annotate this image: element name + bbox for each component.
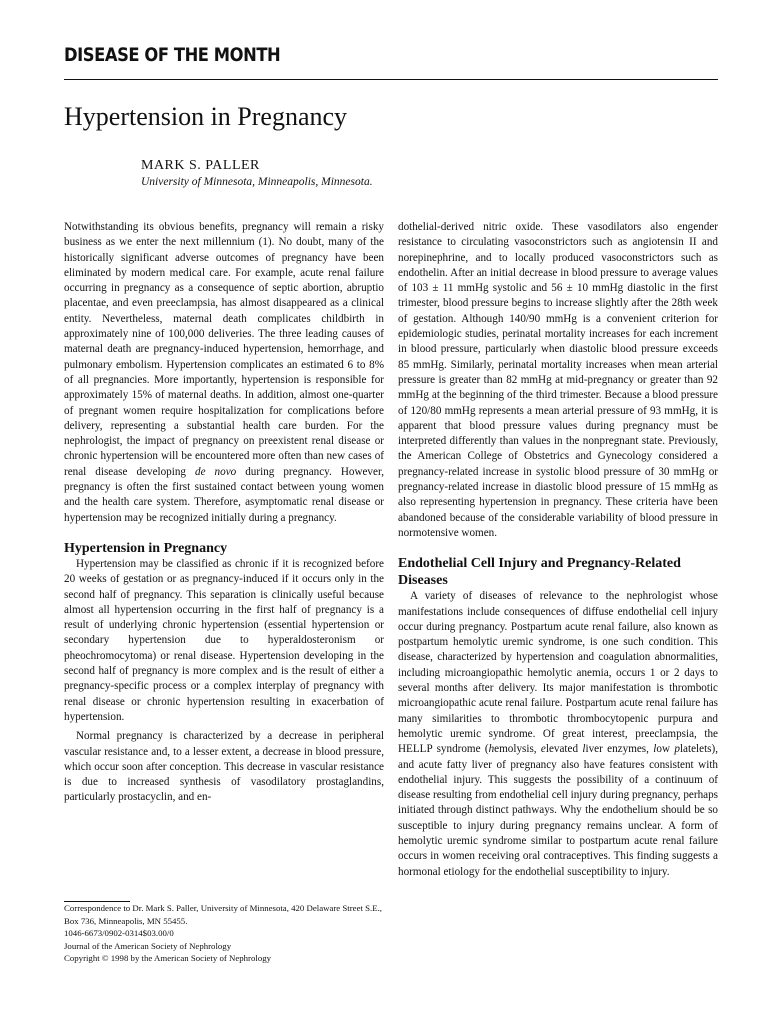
hellp-p: p	[674, 743, 680, 756]
left-column	[64, 220, 384, 806]
right-column	[398, 220, 718, 880]
correspondence-note: Correspondence to Dr. Mark S. Paller, University of Minnesota, 420 Delaware Street S.E., Box 736, Minneapolis, MN 55455.	[64, 903, 382, 926]
intro-text-a: Notwithstanding its obvious benefits, pregnancy will remain a risky business as we enter the next millennium (1). No doubt, many of the historically significant adverse outcomes of pregnancy have been eliminated by modern medical care. For example, acute renal failure occurring in pregnancy as a consequence of septic abortion, abruptio placentae, and even preeclampsia, has almost disappeared as a clinical entity. Nevertheless, maternal death complicates childbirth in approximately nine of 100,000 deliveries. The three leading causes of maternal death are pregnancy-induced hypertension, hemorrhage, and pulmonary embolism. Hypertension complicates an estimated 6 to 8% of all pregnancies. More importantly, hypertension is responsible for approximately 15% of maternal deaths. In addition, almost one-quarter of pregnant women require hospitalization for complications before delivery, representing a substantial health care burden. For the nephrologist, the impact of pregnancy on preexistent renal disease or chronic hypertension will be encountered more often than new cases of renal disease developing	[64, 221, 384, 478]
hellp-l2: l	[653, 743, 657, 756]
copyright-note: Copyright © 1998 by the American Society of Nephrology	[64, 953, 272, 964]
hellp-levated: levated	[545, 743, 583, 756]
hellp-emolysis: emolysis,	[494, 743, 541, 756]
hellp-e: e	[540, 743, 546, 756]
article-code: 1046-6673/0902-0314$03.00/0	[64, 928, 174, 939]
intro-emphasis: de novo	[195, 465, 237, 478]
section-label: DISEASE OF THE MONTH	[64, 44, 281, 66]
intro-paragraph	[64, 220, 384, 526]
author-name: MARK S. PALLER	[141, 158, 260, 173]
endothelial-text-a: A variety of diseases of relevance to the nephrologist whose manifestations include consequences of diffuse endothelial cell injury occur during pregnancy. Postpartum acute renal failure, also known as postpartum hemolytic uremic syndrome, is one such condition. This disease, characterized by hypertension and coagulation abnormalities, including microangiopathic hemolytic anemia, occurs 1 or 2 days to several months after delivery. Its major manifestation is thrombotic microangiopathic acute renal failure. Postpartum acute renal failure has many similarities to thrombotic thrombocytopenic purpura and hemolytic uremic syndrome. Of great interest, preeclampsia, the HELLP syndrome (	[398, 590, 718, 756]
endothelial-paragraph	[398, 589, 718, 880]
hellp-l1: l	[582, 743, 586, 756]
normal-pregnancy-paragraph: Normal pregnancy is characterized by a decrease in peripheral vascular resistance and, to a lesser extent, a decrease in blood pressure, which occur soon after conception. This decrease in vascular resistance is due to increased synthesis of vasodilatory prostaglandins, particularly prostacyclin, and en-	[64, 730, 384, 804]
endothelial-text-b: latelets), and acute fatty liver of pregnancy also have features consistent with endothelial injury. This suggests the possibility of a continuum of disease resulting from endothelial cell injury during pregnancy, perhaps initiated through distinct pathways. Why the endothelium should be so susceptible to injury during pregnancy remains unclear. A form of hemolytic uremic syndrome similar to postpartum acute renal failure occurs in women receiving oral contraceptives. This finding suggests a hormonal etiology for the endothelial susceptibility to injury.	[398, 743, 718, 878]
section-heading-endothelial: Endothelial Cell Injury and Pregnancy-Related Diseases	[398, 556, 681, 589]
hellp-iver: iver enzymes,	[585, 743, 654, 756]
classification-paragraph: Hypertension may be classified as chronic if it is recognized before 20 weeks of gestation or as pregnancy-induced if it occurs only in the second half of pregnancy. This separation is clinically useful because almost all hypertension occurring in the first half of pregnancy is a result of underlying chronic hypertension (essential hypertension or secondary hypertension due to hyperaldosteronism or pheochromocytoma) or renal disease. Hypertension developing in the second half of pregnancy is more complex and is the result of either a pregnancy-specific process or a complex interplay of pregnancy with renal disease or chronic hypertension resulting in exacerbation of hypertension.	[64, 557, 384, 723]
section-heading-hypertension: Hypertension in Pregnancy	[64, 540, 228, 556]
blood-pressure-paragraph: dothelial-derived nitric oxide. These vasodilators also engender resistance to circulating vasoconstrictors such as angiotensin II and norepinephrine, and to locally produced vasoconstrictors such as endothelin. After an initial decrease in blood pressure to average values of 103 ± 11 mmHg systolic and 56 ± 10 mmHg diastolic in the first trimester, blood pressure begins to increase slightly after the 28th week of gestation. Although 140/90 mmHg is a convenient criterion for epidemiologic studies, perinatal mortality increases for each increment in blood pressure, particularly when diastolic blood pressure exceeds 85 mmHg. Similarly, perinatal mortality increases when mean arterial pressure is greater than 82 mmHg at mid-pregnancy or greater than 92 mmHg at the beginning of the third trimester. Because a blood pressure of 120/80 mmHg represents a mean arterial pressure of 93 mmHg, it is apparent that blood pressure values during pregnancy must be interpreted differently than values in the nonpregnant state. Previously, the American College of Obstetrics and Gynecology considered a pregnancy-related increase in systolic blood pressure of 30 mmHg or pregnancy-related increase in diastolic blood pressure of 15 mmHg as also representing hypertension in pregnancy. These criteria have been abandoned because of the considerable variability of blood pressure in normotensive women.	[398, 221, 718, 539]
hellp-h: h	[488, 743, 495, 756]
intro-text-b: during pregnancy. However, pregnancy is often the first sustained contact between young women and the health care system. Therefore, asymptomatic renal disease or hypertension may be recognized initially during a pregnancy.	[64, 465, 384, 524]
journal-name: Journal of the American Society of Nephrology	[64, 940, 232, 951]
article-title: Hypertension in Pregnancy	[64, 102, 348, 131]
author-affiliation: University of Minnesota, Minneapolis, Minnesota.	[141, 176, 373, 188]
footnotes	[64, 901, 384, 965]
hellp-ow: ow	[656, 743, 671, 756]
header-rule	[64, 79, 718, 80]
